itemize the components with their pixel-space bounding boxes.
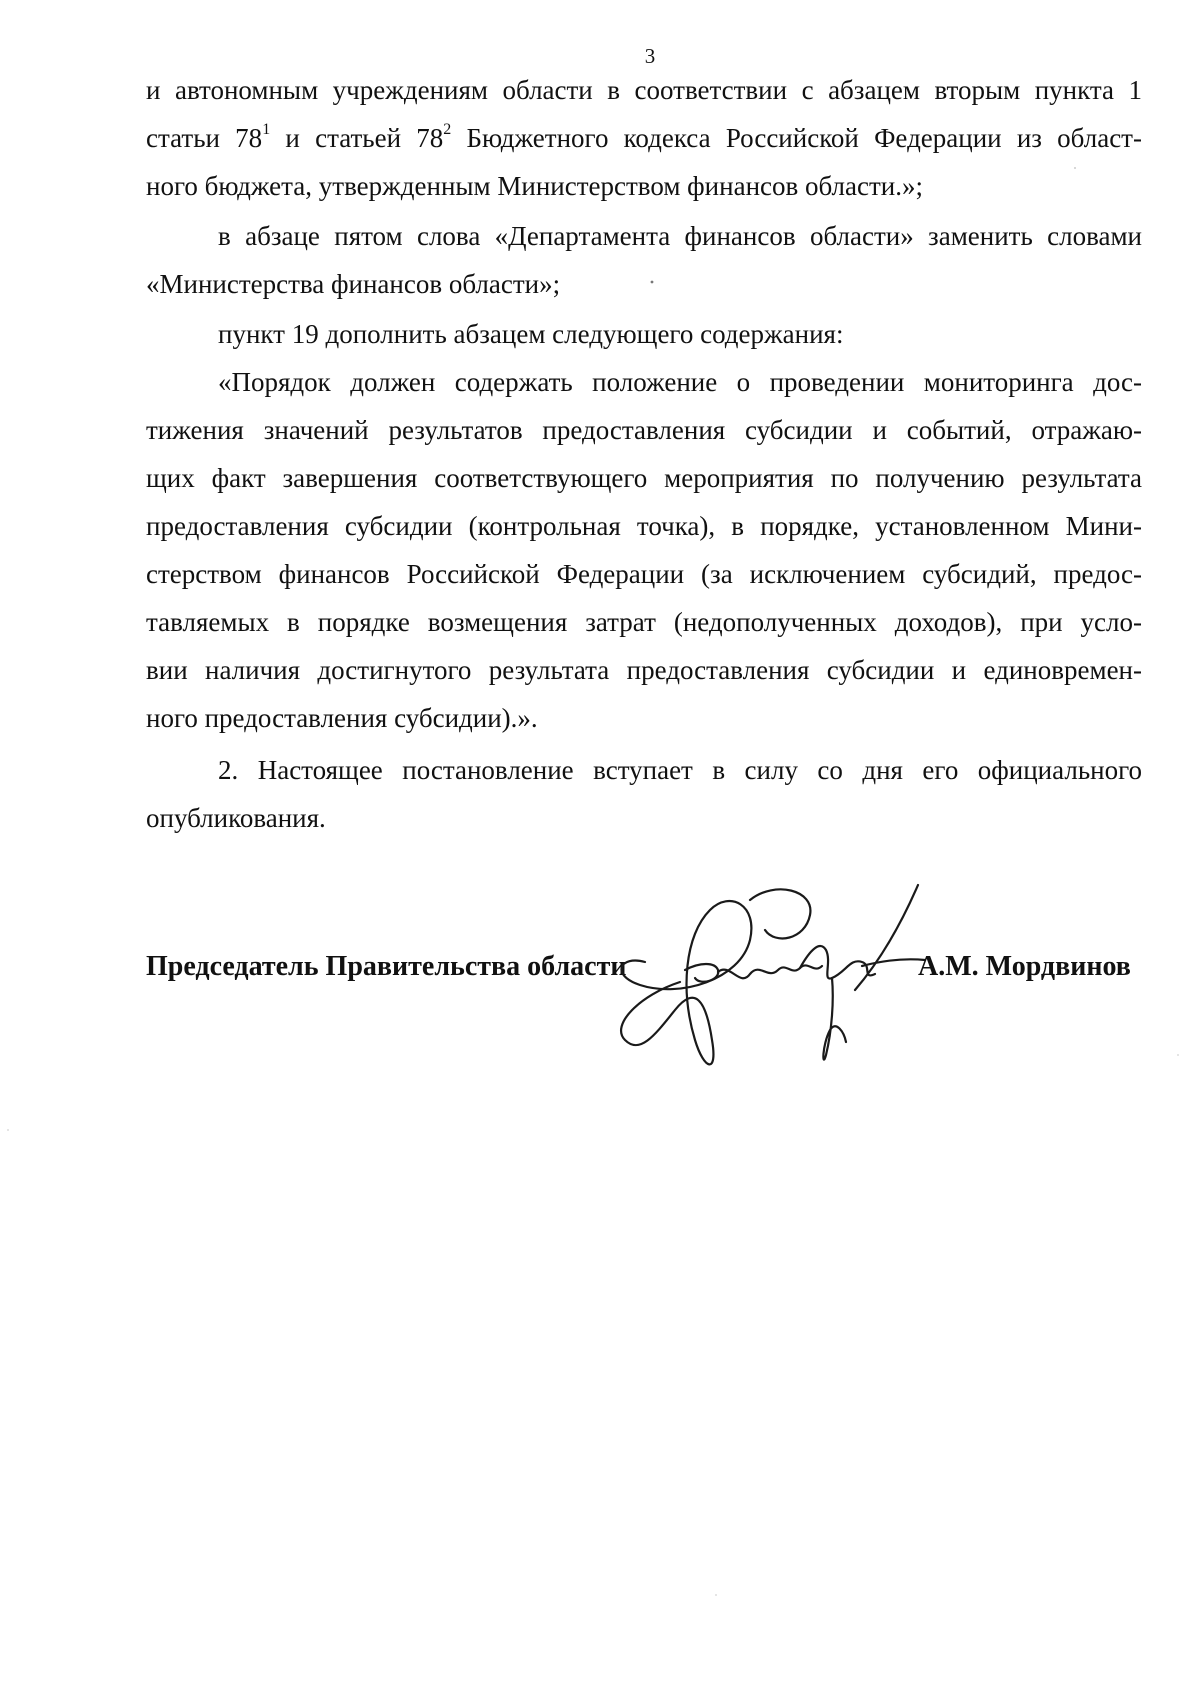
paragraph-4-line-2: тижения значений результатов предоставления субсидии и событий, отражаю- <box>146 415 1142 445</box>
paragraph-4-line-7: вии наличия достигнутого результата предоставления субсидии и единовремен- <box>146 655 1142 685</box>
paragraph-1-line-2 <box>146 114 1142 162</box>
paragraph-2 <box>146 212 1142 308</box>
page-number: 3 <box>644 44 656 68</box>
paragraph-5-line-2: опубликования. <box>146 803 326 833</box>
article-ref-superscript-1: 1 <box>262 121 271 138</box>
signatory-title: Председатель Правительства области <box>146 951 627 982</box>
paragraph-1-line-3: ного бюджета, утвержденным Министерством финансов области.»; <box>146 171 924 201</box>
article-ref-text-c: Бюджетного кодекса Российской Федерации из област- <box>451 123 1142 153</box>
paragraph-4-line-4: предоставления субсидии (контрольная точка), в порядке, установленном Мини- <box>146 511 1142 541</box>
paragraph-4-line-3: щих факт завершения соответствующего мероприятия по получению результата <box>146 463 1142 493</box>
article-ref-text-a: статьи 78 <box>146 123 263 153</box>
paragraph-2-line-1: в абзаце пятом слова «Департамента финансов области» заменить словами <box>218 221 1142 251</box>
article-ref-superscript-2: 2 <box>443 121 452 138</box>
paragraph-3 <box>146 310 1142 358</box>
paragraph-4-line-1: «Порядок должен содержать положение о проведении мониторинга дос- <box>218 367 1142 397</box>
paragraph-3-line-1: пункт 19 дополнить абзацем следующего содержания: <box>218 319 844 349</box>
paragraph-2-line-2: «Министерства финансов области»; <box>146 269 561 299</box>
paragraph-1-line-1: и автономным учреждениям области в соответствии с абзацем вторым пункта 1 <box>146 75 1142 105</box>
paragraph-5-line-1: 2. Настоящее постановление вступает в силу со дня его официального <box>218 755 1142 785</box>
paragraph-4-line-8: ного предоставления субсидии).». <box>146 703 538 733</box>
signatory-name: А.М. Мордвинов <box>918 951 1131 982</box>
paragraph-4 <box>146 358 1142 742</box>
article-ref-text-b: и статьей 78 <box>270 123 444 153</box>
paragraph-1 <box>146 66 1142 210</box>
paragraph-5 <box>146 746 1142 842</box>
handwritten-signature <box>600 870 960 1090</box>
paragraph-4-line-5: стерством финансов Российской Федерации (за исключением субсидий, предос- <box>146 559 1142 589</box>
paragraph-4-line-6: тавляемых в порядке возмещения затрат (недополученных доходов), при усло- <box>146 607 1142 637</box>
